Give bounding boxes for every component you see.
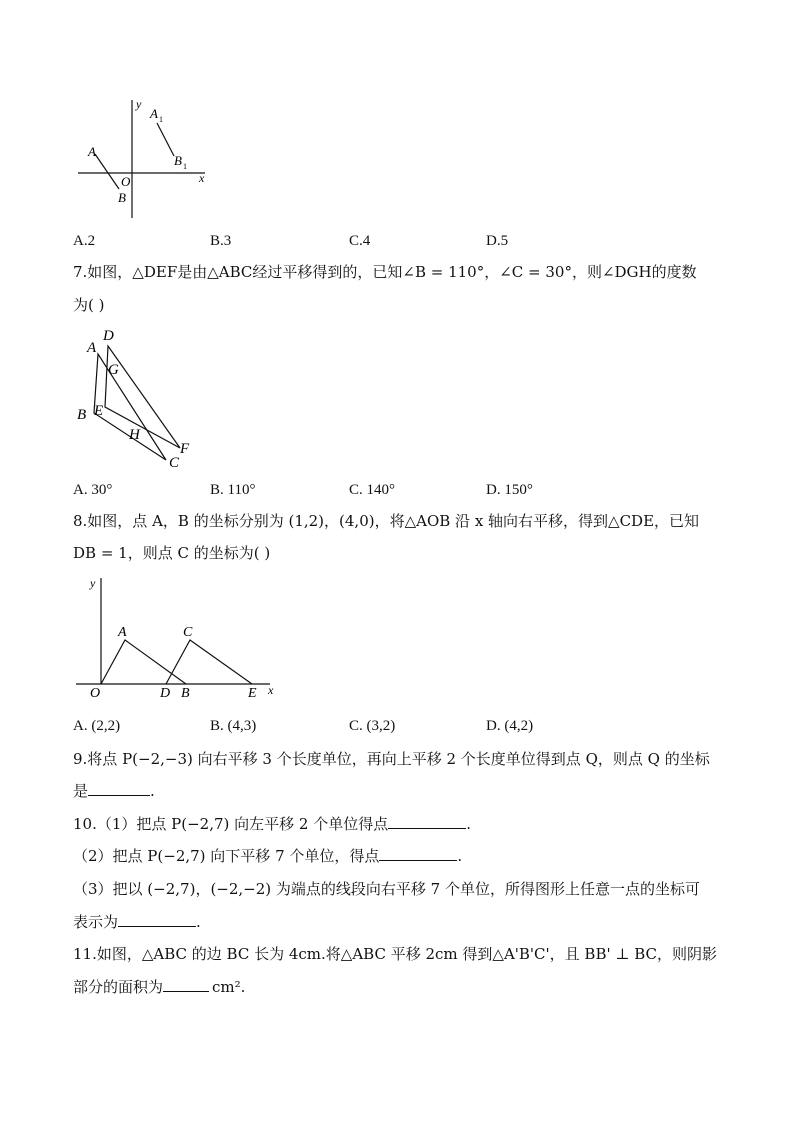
q7-label-c: C [169, 455, 180, 471]
q7-question-line1: 7.如图，△DEF是由△ABC经过平移得到的，已知∠B = 110°，∠C = 30°，则∠DGH的度数 [73, 263, 697, 281]
q6-option-a[interactable]: A.2 [73, 233, 96, 249]
q6-option-c[interactable]: C.4 [349, 233, 371, 249]
q6-segment-ab [95, 154, 119, 189]
q9-answer-blank[interactable] [88, 781, 150, 796]
q7-label-a: A [87, 340, 97, 356]
q7-label-d: D [103, 328, 114, 344]
q7-label-g: G [108, 362, 119, 378]
q7-question-line2: 为( ) [73, 296, 105, 314]
q8-option-b[interactable]: B. (4,3) [210, 718, 257, 734]
q6-label-a1-sub: 1 [159, 115, 163, 124]
q8-figure [70, 572, 285, 702]
q10-part2 [73, 846, 462, 866]
q9-question-line2 [73, 781, 155, 801]
q6-label-o: O [121, 174, 131, 189]
q8-option-c[interactable]: C. (3,2) [349, 718, 396, 734]
q8-question-line1: 8.如图，点 A，B 的坐标分别为 (1,2)，(4,0)，将△AOB 沿 x 轴向右平移，得到△CDE，已知 [73, 512, 700, 530]
q8-triangle-cde [166, 640, 252, 684]
q10-part3-line2 [73, 912, 201, 932]
q6-option-d[interactable]: D.5 [486, 233, 509, 249]
q10-part3-suffix: . [196, 913, 201, 931]
q6-option-b[interactable]: B.3 [210, 233, 232, 249]
q6-label-y: y [136, 97, 142, 111]
q6-label-b1-sub: 1 [183, 162, 187, 171]
q8-label-x: x [268, 683, 274, 697]
q6-label-b: B [118, 190, 126, 205]
q8-label-a: A [118, 625, 127, 640]
q8-triangle-aob [101, 640, 186, 684]
q11-question-line2 [73, 977, 245, 997]
q8-question-line2: DB = 1，则点 C 的坐标为( ) [73, 544, 271, 562]
q8-label-d: D [160, 686, 171, 701]
q10-part2-suffix: . [457, 847, 463, 865]
q7-option-b[interactable]: B. 110° [210, 482, 256, 498]
q8-label-o: O [90, 686, 101, 701]
q9-suffix: . [150, 782, 155, 800]
q7-option-a[interactable]: A. 30° [73, 482, 113, 498]
q10-part2-text: （2）把点 P(−2,7) 向下平移 7 个单位，得点 [73, 847, 380, 865]
q10-part2-blank[interactable] [379, 846, 457, 861]
q8-label-e: E [248, 686, 257, 701]
q7-label-h: H [129, 427, 140, 443]
q6-label-a1: A [150, 106, 158, 121]
q8-label-c: C [183, 625, 193, 640]
q10-part1 [73, 814, 471, 834]
q8-option-a[interactable]: A. (2,2) [73, 718, 121, 734]
q9-prefix: 是 [73, 782, 89, 800]
q11-question-line1: 11.如图，△ABC 的边 BC 长为 4cm.将△ABC 平移 2cm 得到△A'B'C'，且 BB' ⊥ BC，则阴影 [73, 945, 718, 963]
q10-part1-text: 10.（1）把点 P(−2,7) 向左平移 2 个单位得点 [73, 815, 389, 833]
q10-part1-blank[interactable] [388, 814, 466, 829]
q7-option-d[interactable]: D. 150° [486, 482, 533, 498]
q6-figure [70, 96, 220, 221]
q10-part3-text: 表示为 [73, 913, 119, 931]
q6-label-x: x [199, 171, 205, 185]
q11-prefix: 部分的面积为 [73, 978, 164, 996]
q7-option-c[interactable]: C. 140° [349, 482, 396, 498]
q8-option-d[interactable]: D. (4,2) [486, 718, 534, 734]
q11-unit: cm². [212, 978, 246, 996]
q7-label-f: F [180, 441, 190, 457]
q7-label-b: B [77, 407, 87, 423]
q6-label-b1: B [174, 153, 182, 168]
q10-part3-blank[interactable] [118, 912, 196, 927]
q7-label-e: E [94, 403, 104, 419]
q10-part1-suffix: . [466, 815, 472, 833]
q6-segment-a1b1 [157, 123, 174, 156]
q6-label-a: A [88, 144, 96, 159]
q8-label-b: B [181, 686, 190, 701]
q7-figure [72, 322, 202, 472]
q11-answer-blank[interactable] [163, 977, 209, 992]
q9-question-line1: 9.将点 P(−2,−3) 向右平移 3 个长度单位，再向上平移 2 个长度单位得到点 Q，则点 Q 的坐标 [73, 750, 710, 768]
q8-label-y: y [90, 576, 96, 590]
q10-part3-line1: （3）把以 (−2,7)，(−2,−2) 为端点的线段向右平移 7 个单位，所得图形上任意一点的坐标可 [73, 880, 700, 898]
